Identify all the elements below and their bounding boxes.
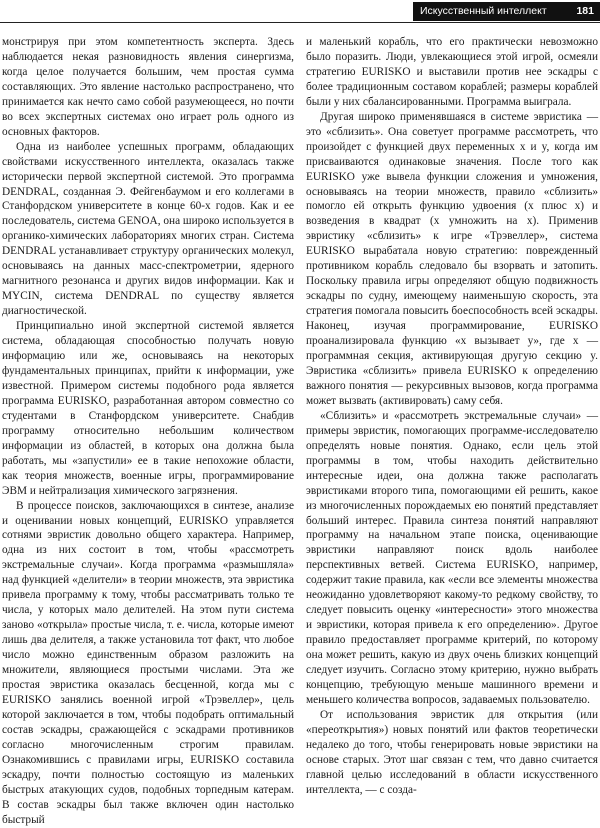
paragraph: Принципиально иной экспертной системой является система, обладающая способностью получать новую информацию или же, основываясь на некоторых фундаментальных принципах, прийти к информации, уже известной. Примером системы подобного рода является программа EURISKO, разработанная автором совместно со студентами в Станфордском университете. Снабдив программу относительно небольшим количеством информации из областей, в которых она должна была работать, мы «запустили» ее в такие непохожие области, как теория множеств, военные игры, программирование ЭВМ и нейтрализация химического загрязнения.: [2, 320, 294, 497]
paragraph: Одна из наиболее успешных программ, обладающих свойствами искусственного интеллекта, оказалась также исторически первой экспертной системой. Это программа DENDRAL, созданная Э. Фейгенбаумом и его коллегами в Станфордском университете в конце 60-х годов. Как и ее последователь, система GENOA, она широко используется в органико-химических лабораториях многих стран. Система DENDRAL устанавливает структуру органических молекул, основываясь на данных масс-спектрометрии, ядерного магнитного резонанса и других видов информации. Как и MYCIN, система DENDRAL по существу является диагностической.: [2, 140, 294, 318]
running-header-title: Искусственный интеллект: [420, 5, 547, 17]
running-header: [413, 2, 600, 21]
paragraph: В процессе поисков, заключающихся в синтезе, анализе и оценивании новых концепций, EURISKO управляется сотнями эвристик довольно общего характера. Например, одна из них состоит в том, чтобы «рассмотреть экстремальные случаи». Когда программа «размышляла» над функцией «делители» в теории множеств, эта эвристика привела программу к тому, чтобы рассматривать только те числа, у которых мало делителей. На этом пути система заново «открыла» простые числа, т. е. числа, которые имеют лишь два делителя, а также установила тот факт, что любое число можно единственным образом разложить на множители, являющиеся простыми числами. Эта же простая эвристика оказалась бесценной, когда мы с EURISKO занялись военной игрой «Трэвеллер», цель которой заключается в том, чтобы подобрать оптимальный состав эскадры, сражающейся с эскадрами противников согласно многочисленным строгим правилам. Ознакомившись с правилами игры, EURISKO составила эскадру, почти полностью состоящую из маленьких быстрых атакующих судов, подобных торпедным катерам. В состав эскадры был также включен один настолько быстрый: [2, 499, 294, 826]
paragraph: «Сблизить» и «рассмотреть экстремальные случаи» — примеры эвристик, помогающих программе-исследователю определять новые понятия. Однако, если цель этой программы в том, чтобы находить действительно интересные идеи, она должна также располагать эвристиками второго типа, помогающими ей решить, какое из многочисленных порождаемых ею понятий представляет больший интерес. Правила синтеза понятий направляют программу на начальном этапе поиска, оценивающие эвристики направляют поиск вдоль наиболее перспективных ветвей. Система EURISKO, например, содержит такие правила, как «если все элементы множества неожиданно удовлетворяют какому-то редкому свойству, то следует повысить оценку «интересности» этого множества и эвристики, которая привела к его определению». Другое правило предоставляет программе критерий, по которому она может решить, какую из двух очень близких концепций следует изучить. Согласно этому критерию, нужно выбрать концепцию, требующую меньше машинного времени и меньшего количества вопросов, задаваемых пользователю.: [306, 409, 598, 706]
page-number: 181: [576, 5, 594, 17]
paragraph: Другая широко применявшаяся в системе эвристика — это «сблизить». Она советует программе рассмотреть, что произойдет с функцией двух переменных x и y, когда им присваиваются одинаковые значения. После того как EURISKO уже вывела функции сложения и умножения, основываясь на теории множеств, правило «сблизить» помогло ей открыть функцию удвоения (x плюс x) и возведения в квадрат (x умножить на x). Применив эвристику «сблизить» к игре «Трэвеллер», система EURISKO вырабатала новую стратегию: поврежденный противником корабль следовало бы взорвать и затопить. Поскольку правила игры определяют общую подвижность эскадры по судну, имеющему наименьшую скорость, эта стратегия помогала повысить боеспособность всей эскадры. Наконец, изучая программирование, EURISKO проанализировала функцию «x вызывает y», где x — программная секция, активирующая другую секцию y. Эвристика «сблизить» привела EURISKO к определению важного понятия — рекурсивных вызовов, когда программа может вызвать (активировать) саму себя.: [306, 110, 598, 407]
left-column: [2, 35, 294, 828]
paragraph: и маленький корабль, что его практически невозможно было поразить. Люди, увлекающиеся этой игрой, осмеяли стратегию EURISKO и выставили против нее эскадры с более традиционным составом кораблей; размеры кораблей были у них сбалансированными. Программа выиграла.: [306, 36, 598, 108]
paragraph: монстрируя при этом компетентность эксперта. Здесь наблюдается некая разновидность явления синергизма, когда целое получается большим, чем простая сумма составляющих. Это явление настолько распространено, что принимается как нечто само собой разумеющееся, но почти во всех экспертных системах оно играет роль одного из основных факторов.: [2, 36, 294, 138]
header-rule: [0, 22, 600, 23]
paragraph: От использования эвристик для открытия (или «переоткрытия») новых понятий или фактов теоретически недалеко до того, чтобы генерировать новые эвристики на основе старых. Этот шаг связан с тем, что давно считается главной целью исследований в области искусственного интеллекта, — с созда-: [306, 708, 598, 796]
right-column: [306, 35, 598, 798]
